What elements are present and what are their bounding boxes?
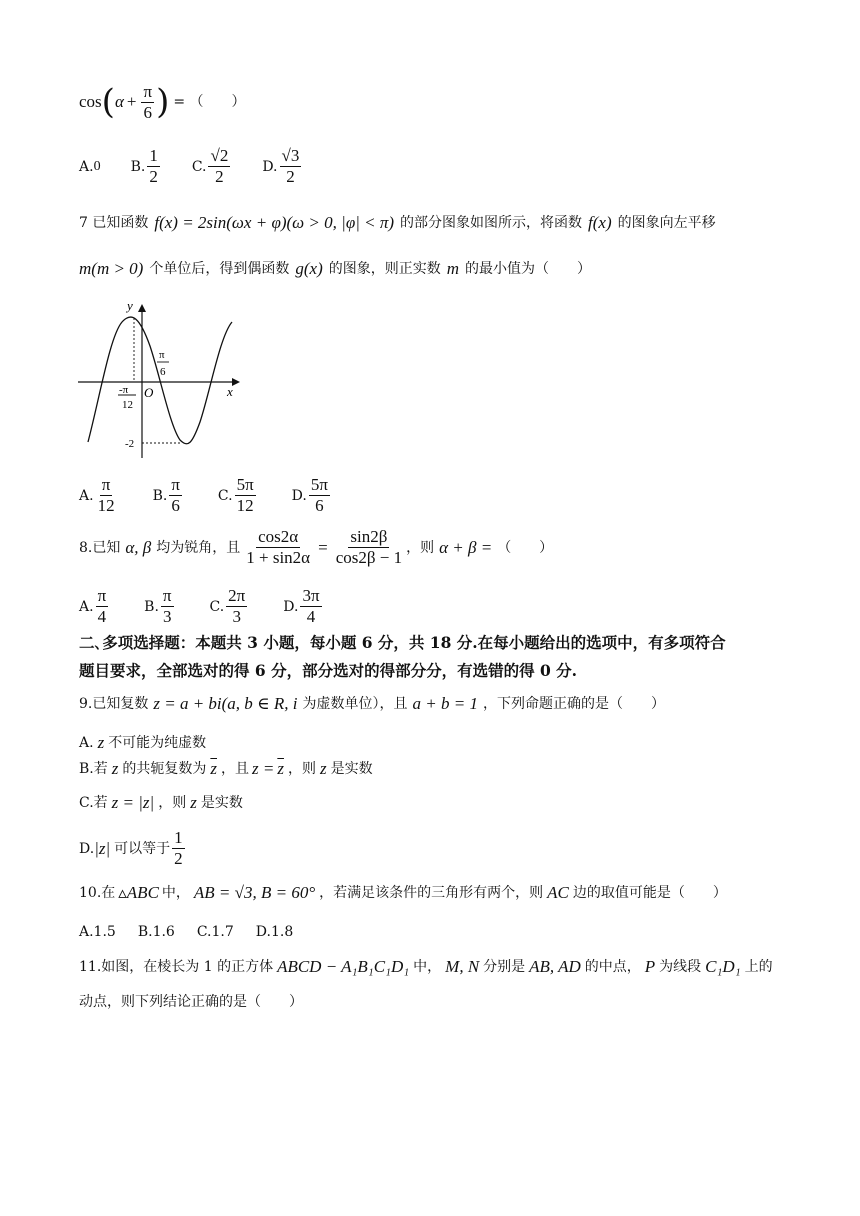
option-text: 的共轭复数为 (122, 761, 207, 777)
option-text: 可以等于 (114, 840, 171, 857)
z-var: z (111, 759, 119, 778)
option-label: C. (209, 598, 225, 615)
option-num: √3 (281, 146, 300, 165)
q7-line1 (79, 213, 716, 233)
q9-prefix: 9.已知复数 (79, 696, 149, 712)
option-num: 2π (228, 586, 246, 605)
q7-prefix: 7 已知函数 (79, 215, 149, 231)
q11-abad: AB, AD (529, 957, 581, 976)
q10-option-d[interactable]: D.1.8 (255, 924, 294, 940)
q7-text-a: 个单位后，得到偶函数 (149, 261, 290, 277)
option-text: 是实数 (330, 761, 373, 777)
q10-option-c[interactable]: C.1.7 (196, 924, 234, 940)
q7-graph (70, 296, 250, 466)
q8-option-c[interactable] (210, 586, 250, 627)
option-label: D. (291, 487, 307, 504)
q8-options (79, 586, 354, 627)
option-num: π (162, 586, 172, 605)
q6-frac (141, 82, 154, 123)
q7-suffix: 的图象向左平移 (617, 215, 716, 231)
eq-right-bar: $\overline{z}$ (277, 759, 284, 778)
q8-tail: ，则 (406, 539, 435, 556)
option-den: 6 (315, 496, 324, 515)
q6-func: cos (79, 92, 102, 111)
q8-option-a[interactable] (79, 586, 110, 627)
q6-options (79, 146, 333, 187)
q8-option-d[interactable] (283, 586, 323, 627)
q9-option-c[interactable] (79, 793, 243, 813)
q6-option-a[interactable] (79, 159, 101, 175)
option-label: B. (152, 487, 168, 504)
option-num: π (97, 586, 107, 605)
option-num: √2 (210, 146, 229, 165)
q11-mn: M, N (445, 957, 480, 976)
q9-z-def: z = a + bi(a, b ∈ R, i (153, 694, 298, 713)
q7-option-a[interactable] (79, 475, 119, 516)
q10-mid: 中， (161, 885, 190, 901)
q7-function2: f(x) (588, 213, 612, 232)
q6-blank: = （ ） (173, 94, 246, 110)
q8-blank: （ ） (497, 539, 554, 556)
q9-cond: a + b = 1 (412, 694, 478, 713)
q9-stem (79, 694, 665, 714)
min-label: -2 (125, 438, 135, 450)
option-label: B. (130, 158, 146, 175)
option-label: D. (79, 840, 95, 857)
option-label: A. (79, 598, 94, 615)
q6-frac-num: π (143, 81, 153, 101)
q8-prefix: 8.已知 (79, 539, 121, 556)
q7-options (79, 475, 362, 516)
option-den: 2 (286, 167, 295, 186)
q11-mid: 中， (413, 959, 442, 975)
option-text: ，且 (221, 761, 249, 777)
abs-z: |z| (94, 838, 111, 858)
x-axis-arrow (232, 378, 240, 386)
tick-right-den: 6 (160, 366, 166, 378)
tick-left-num: -π (119, 384, 129, 396)
q8-right-den: cos2β − 1 (335, 548, 403, 567)
option-label: A. (79, 158, 94, 175)
y-axis-label: y (127, 298, 133, 313)
q8-right-frac (334, 527, 404, 568)
q8-expr: α + β = (439, 537, 493, 557)
q11-mid3: 的中点， (584, 959, 641, 975)
z-var: z (97, 733, 105, 752)
paren-right: ) (156, 82, 170, 122)
q11-line1 (79, 957, 773, 977)
eq-left: z = (252, 759, 275, 778)
option-den: 2 (215, 167, 224, 186)
eq: z = |z| (111, 793, 155, 812)
option-den: 12 (236, 496, 254, 515)
sine-curve (88, 317, 232, 444)
option-den: 12 (97, 496, 115, 515)
option-label: B.若 (79, 761, 108, 777)
option-num: π (101, 475, 111, 494)
option-den: 3 (162, 607, 172, 626)
q7-text-c: 的最小值为（ ） (465, 261, 592, 277)
q6-frac-den: 6 (143, 102, 153, 122)
tick-left-den: 12 (122, 399, 133, 411)
option-num: π (171, 475, 180, 494)
q11-mid4: 为线段 (659, 959, 702, 975)
option-num: 5π (236, 475, 254, 494)
paren-left: ( (101, 82, 115, 122)
q9-option-a[interactable] (79, 733, 206, 753)
option-num: 3π (302, 586, 320, 605)
q11-segment: C₁D₁ (705, 957, 741, 976)
q8-left-num: cos2α (258, 527, 299, 546)
option-label: D. (262, 158, 278, 175)
q10-triangle: ▵ABC (118, 883, 159, 902)
y-axis-arrow (138, 304, 146, 312)
q10-option-a[interactable]: A.1.5 (79, 924, 116, 940)
q8-line (79, 527, 553, 568)
option-den: 4 (306, 607, 316, 626)
q7-option-c[interactable] (218, 475, 258, 516)
q10-stem (79, 883, 727, 903)
q6-alpha: α (114, 92, 124, 111)
option-label: C. (217, 487, 233, 504)
q7-line2 (79, 259, 591, 279)
option-label: C.若 (79, 795, 108, 811)
option-den: 4 (97, 607, 107, 626)
q10-option-b[interactable]: B.1.6 (137, 924, 175, 940)
option-label: B. (144, 598, 159, 615)
option-den: 2 (174, 849, 183, 868)
z-var: z (190, 793, 197, 812)
q11-prefix: 11.如图，在棱长为 1 的正方体 (79, 959, 274, 975)
q9-option-d[interactable] (79, 828, 187, 869)
option-label: A. (79, 487, 94, 504)
section2-line1: 二､多项选择题：本题共 3 小题，每小题 6 分，共 18 分.在每小题给出的选项中，有多项符合 (79, 633, 726, 652)
q11-line2: 动点，则下列结论正确的是（ ） (79, 994, 303, 1010)
section2-line2: 题目要求，全部选对的得 6 分，部分选对的得部分分，有选错的得 0 分. (79, 661, 578, 680)
q6-plus: + (126, 92, 137, 111)
q8-left-den: 1 + sin2α (246, 548, 311, 567)
option-label: C. (191, 158, 207, 175)
q7-function: f(x) = 2sin(ωx + φ)(ω > 0, |φ| < π) (154, 213, 395, 232)
q6-option-b[interactable] (131, 146, 162, 187)
q10-prefix: 10.在 (79, 885, 116, 901)
option-value: 0 (93, 158, 101, 174)
q6-option-c[interactable] (192, 146, 233, 187)
q11-p: P (644, 957, 656, 976)
q10-options (79, 922, 293, 942)
q9-tail: ，下列命题正确的是（ ） (482, 696, 665, 712)
q9-mid: 为虚数单位），且 (302, 696, 408, 712)
q8-right-num: sin2β (350, 527, 388, 546)
q7-m-cond: m(m > 0) (79, 259, 144, 278)
z-bar: $\overline{z}$ (210, 759, 217, 778)
option-num: 5π (310, 475, 328, 494)
q7-m: m (446, 259, 460, 278)
option-den: 2 (149, 167, 158, 186)
q10-tail2: 边的取值可能是（ ） (572, 885, 727, 901)
q11-cube: ABCD − A₁B₁C₁D₁ (277, 957, 410, 976)
option-text: ，则 (158, 795, 187, 811)
option-text: ，则 (287, 761, 316, 777)
q10-cond: AB = √3, B = 60° (193, 883, 316, 902)
option-label: A. (79, 735, 94, 751)
option-frac (172, 828, 185, 869)
q10-ac: AC (547, 883, 569, 902)
origin-label: O (144, 385, 154, 400)
q10-tail: ，若满足该条件的三角形有两个，则 (319, 885, 544, 901)
q6-option-d[interactable] (262, 146, 303, 187)
q6-expression (79, 80, 246, 124)
option-den: 6 (171, 496, 180, 515)
option-num: 1 (174, 828, 183, 847)
q7-mid: 的部分图象如图所示，将函数 (400, 215, 583, 231)
q11-tail: 上的 (744, 959, 773, 975)
q8-eq: = (318, 537, 328, 557)
q11-mid2: 分别是 (483, 959, 526, 975)
q7-gx: g(x) (295, 259, 323, 278)
q7-option-d[interactable] (292, 475, 332, 516)
q8-left-frac (244, 527, 312, 568)
q7-option-b[interactable] (153, 475, 184, 516)
option-den: 3 (232, 607, 241, 626)
option-text: 是实数 (200, 795, 243, 811)
q8-mid: 均为锐角，且 (156, 539, 241, 556)
q8-alpha-beta: α, β (125, 537, 152, 557)
x-axis-label: x (227, 384, 233, 399)
z-var: z (319, 759, 327, 778)
option-text: 不可能为纯虚数 (108, 735, 207, 751)
option-label: D. (283, 598, 299, 615)
q8-option-b[interactable] (144, 586, 175, 627)
option-num: 1 (149, 146, 158, 165)
q7-text-b: 的图象，则正实数 (328, 261, 441, 277)
q9-option-b[interactable] (79, 759, 373, 779)
tick-right-num: π (159, 349, 165, 361)
